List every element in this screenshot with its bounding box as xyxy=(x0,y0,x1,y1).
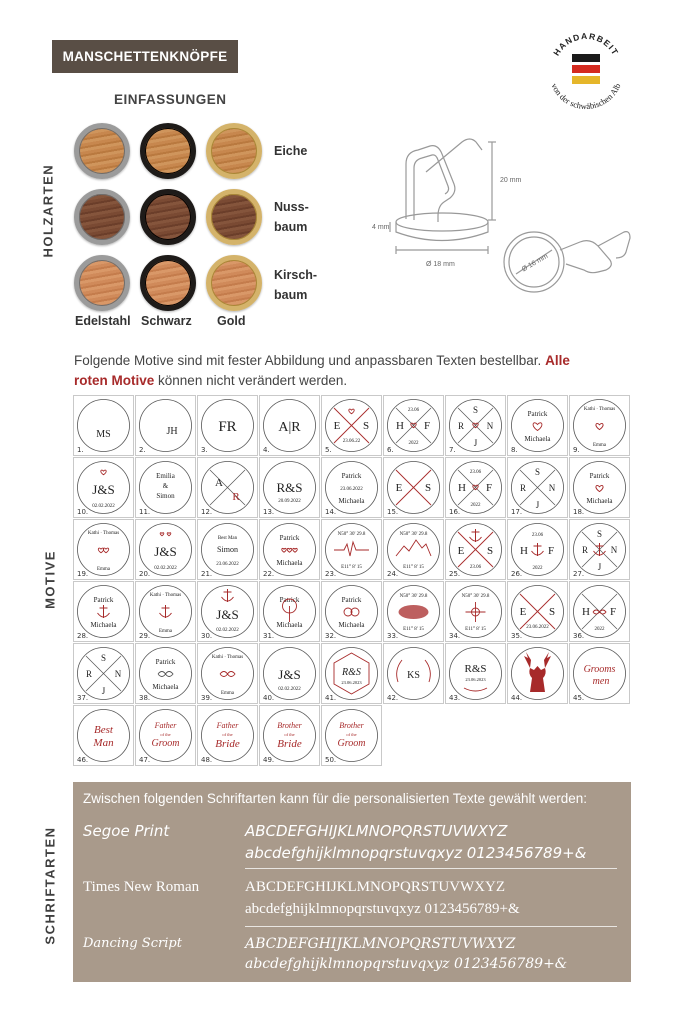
motive-number: 13. xyxy=(263,508,275,516)
motive-text: F xyxy=(609,606,617,618)
motive-text: Best xyxy=(94,724,113,736)
motive-text: H xyxy=(582,606,590,618)
motive-number: 30. xyxy=(201,632,213,640)
motive-text: H xyxy=(396,420,404,432)
motive-number: 18. xyxy=(573,508,585,516)
motive-number: 36. xyxy=(573,632,585,640)
motive-number: 20. xyxy=(139,570,151,578)
wood-label-kirschbaum: Kirsch- baum xyxy=(274,268,318,302)
motive-text: J xyxy=(473,438,478,448)
motive-cell xyxy=(259,643,320,704)
motive-cell xyxy=(445,581,506,642)
motive-cell xyxy=(73,457,134,518)
motive-number: 22. xyxy=(263,570,275,578)
motive-number: 49. xyxy=(263,756,275,764)
motive-cell xyxy=(197,395,258,456)
motive-text: R xyxy=(85,669,93,679)
motive-text: N50° 30' 29.8 xyxy=(399,532,428,537)
motive-number: 8. xyxy=(511,446,518,454)
motive-cell xyxy=(197,705,258,766)
motive-text: E xyxy=(333,420,341,432)
swatch-edelstahl-nussbaum xyxy=(74,189,130,245)
motive-text: Simon xyxy=(156,492,175,500)
motive-number: 47. xyxy=(139,756,151,764)
font-sample-upper: ABCDEFGHIJKLMNOPQRSTUVWXYZ xyxy=(245,822,508,840)
motive-number: 41. xyxy=(325,694,337,702)
motive-cell xyxy=(445,395,506,456)
svg-text:HANDARBEIT: HANDARBEIT xyxy=(551,30,621,58)
motive-text: E11° 8' 15 xyxy=(341,565,362,570)
motive-text: 02.02.2022 xyxy=(216,628,239,633)
font-sample-lower: abcdefghijklmnopqrstuvqxyz 0123456789+& xyxy=(245,844,587,862)
motive-cell xyxy=(135,643,196,704)
motive-text: Father xyxy=(216,721,239,730)
motive-number: 5. xyxy=(325,446,332,454)
motive-cell xyxy=(507,581,568,642)
motive-cell xyxy=(383,457,444,518)
motive-cell xyxy=(73,705,134,766)
motive-number: 4. xyxy=(263,446,270,454)
motive-number: 9. xyxy=(573,446,580,454)
motive-cell xyxy=(445,643,506,704)
font-sample-lower: abcdefghijklmnopqrstuvqxyz 0123456789+& xyxy=(245,956,568,972)
motive-text: Bride xyxy=(215,738,240,750)
motive-text: Kathi · Thomas xyxy=(87,531,120,536)
motive-text: Brother xyxy=(339,721,364,730)
motive-cell xyxy=(135,457,196,518)
motive-cell xyxy=(383,643,444,704)
motive-number: 46. xyxy=(77,756,89,764)
side-label-schriftarten: SCHRIFTARTEN xyxy=(42,826,58,945)
svg-text:Ø 16 mm: Ø 16 mm xyxy=(520,252,550,274)
motive-text: Simon xyxy=(217,545,238,554)
motive-cell xyxy=(383,395,444,456)
svg-text:20 mm: 20 mm xyxy=(500,177,522,184)
motive-text: Kathi · Thomas xyxy=(149,593,182,598)
swatch-schwarz-kirschbaum xyxy=(140,255,196,311)
motive-text: of the xyxy=(160,732,171,737)
motive-text: S xyxy=(486,545,494,557)
motive-text: Best Man xyxy=(217,536,238,541)
font-separator xyxy=(245,926,617,927)
motive-text: R&S xyxy=(276,480,303,495)
motive-number: 12. xyxy=(201,508,213,516)
motive-cell xyxy=(135,519,196,580)
motive-number: 11. xyxy=(139,508,151,516)
wood-label-eiche: Eiche xyxy=(274,144,308,158)
motive-text: of the xyxy=(284,732,295,737)
motive-text: 02.02.2022 xyxy=(92,504,115,509)
motive-text: S xyxy=(424,482,432,494)
motive-text: Man xyxy=(93,737,114,749)
font-name: Times New Roman xyxy=(83,879,200,895)
einfassungen-heading: EINFASSUNGEN xyxy=(114,92,227,107)
motive-text: S xyxy=(472,405,479,415)
motive-number: 50. xyxy=(325,756,337,764)
motive-text: Michaela xyxy=(524,435,551,443)
motive-cell xyxy=(321,581,382,642)
motive-cell xyxy=(569,395,630,456)
motive-cell xyxy=(321,395,382,456)
swatch-gold-kirschbaum xyxy=(206,255,262,311)
svg-text:A|R: A|R xyxy=(278,420,301,435)
motive-cell xyxy=(445,519,506,580)
motive-number: 42. xyxy=(387,694,399,702)
swatch-edelstahl-kirschbaum xyxy=(74,255,130,311)
motive-intro: Folgende Motive sind mit fester Abbildung und anpassbaren Texten bestellbar. Alle roten Motive können nicht verändert werden. xyxy=(74,353,570,388)
motive-text: S xyxy=(548,606,556,618)
swatch-edelstahl-eiche xyxy=(74,123,130,179)
motive-number: 25. xyxy=(449,570,461,578)
motive-text: Michaela xyxy=(90,621,117,629)
motive-cell xyxy=(73,581,134,642)
motive-cell xyxy=(507,643,568,704)
flag-black-stripe xyxy=(572,54,600,62)
motive-text: 23.06.2023 xyxy=(341,680,362,685)
motive-cell xyxy=(445,457,506,518)
motive-text: Patrick xyxy=(279,596,300,604)
motive-text: J&S xyxy=(216,607,239,622)
motive-text: J&S xyxy=(278,667,301,682)
motive-number: 48. xyxy=(201,756,213,764)
motive-number: 10. xyxy=(77,508,89,516)
motive-text: H xyxy=(458,482,466,494)
motive-text: JH xyxy=(166,426,178,437)
motive-text: A xyxy=(215,477,223,489)
page-title: MANSCHETTENKNÖPFE xyxy=(52,40,238,73)
motive-number: 45. xyxy=(573,694,585,702)
motive-cell xyxy=(569,643,630,704)
motive-cell xyxy=(321,519,382,580)
motive-text: N xyxy=(114,669,122,679)
motive-text: Patrick xyxy=(341,596,362,604)
motive-text: S xyxy=(596,529,603,539)
motive-number: 31. xyxy=(263,632,275,640)
motive-text: E xyxy=(395,482,403,494)
motive-text: R&S xyxy=(342,667,361,678)
motive-text: Grooms xyxy=(583,664,616,675)
motive-text: Emma xyxy=(592,443,607,448)
motive-text: 02.02.2022 xyxy=(154,566,177,571)
motive-text: Emma xyxy=(220,691,235,696)
motive-text: Groom xyxy=(151,738,180,749)
motive-text: Emma xyxy=(96,567,111,572)
motive-cell xyxy=(197,457,258,518)
motive-number: 7. xyxy=(449,446,456,454)
motive-cell xyxy=(321,643,382,704)
motive-text: 23.06 xyxy=(469,470,482,475)
motive-number: 37. xyxy=(77,694,89,702)
motive-text: E11° 8' 15 xyxy=(465,627,486,632)
motive-cell xyxy=(73,519,134,580)
motive-text: Patrick xyxy=(279,534,300,542)
motive-text: J&S xyxy=(154,544,177,559)
motive-number: 1. xyxy=(77,446,84,454)
motive-number: 27. xyxy=(573,570,585,578)
motive-text: Emma xyxy=(158,629,173,634)
motive-text: Brother xyxy=(277,721,302,730)
motive-cell xyxy=(259,519,320,580)
motive-cell xyxy=(383,581,444,642)
motive-cell xyxy=(321,457,382,518)
fonts-heading: Zwischen folgenden Schriftarten kann für die personalisierten Texte gewählt werden: xyxy=(83,791,588,806)
motive-number: 14. xyxy=(325,508,337,516)
font-sample-upper: ABCDEFGHIJKLMNOPQRSTUVWXYZ xyxy=(245,936,516,952)
motive-text: 23.06 xyxy=(407,408,420,413)
motive-text: Michaela xyxy=(338,497,365,505)
motive-text: KS xyxy=(407,670,420,681)
motive-number: 38. xyxy=(139,694,151,702)
motive-text: S xyxy=(534,467,541,477)
motive-number: 6. xyxy=(387,446,394,454)
motive-number: 33. xyxy=(387,632,399,640)
font-sample-upper: ABCDEFGHIJKLMNOPQRSTUVWXYZ xyxy=(245,879,506,895)
motive-cell xyxy=(259,457,320,518)
motive-text: 23.06.2022 xyxy=(340,487,363,492)
motive-text: 23.06.2023 xyxy=(465,677,486,682)
motive-text: Kathi · Thomas xyxy=(583,407,616,412)
motive-cell xyxy=(259,705,320,766)
motive-cell xyxy=(197,581,258,642)
svg-text:Ø 18 mm: Ø 18 mm xyxy=(426,261,455,268)
cufflink-technical-drawing xyxy=(362,124,632,294)
motive-cell xyxy=(259,395,320,456)
swatch-schwarz-eiche xyxy=(140,123,196,179)
motive-text: Father xyxy=(154,721,177,730)
motive-number: 16. xyxy=(449,508,461,516)
motive-text: 23.06.2022 xyxy=(526,625,549,630)
motive-number: 39. xyxy=(201,694,213,702)
motive-text: Michaela xyxy=(276,621,303,629)
motive-number: 28. xyxy=(77,632,89,640)
motive-text: J xyxy=(535,500,540,510)
motive-text: R xyxy=(581,545,589,555)
motive-text: Michaela xyxy=(152,683,179,691)
motive-text: E11° 8' 15 xyxy=(403,565,424,570)
motive-cell xyxy=(259,581,320,642)
motive-text: N xyxy=(548,483,556,493)
motive-text: men xyxy=(592,676,610,687)
motive-text: R xyxy=(457,421,465,431)
motive-text: 02.02.2022 xyxy=(278,687,301,692)
swatch-schwarz-nussbaum xyxy=(140,189,196,245)
motive-cell xyxy=(135,395,196,456)
motive-cell xyxy=(197,519,258,580)
motive-text: Kathi · Thomas xyxy=(211,655,244,660)
motive-number: 23. xyxy=(325,570,337,578)
motive-text: E xyxy=(519,606,527,618)
motive-number: 35. xyxy=(511,632,523,640)
motive-text: F xyxy=(423,420,431,432)
motive-text: of the xyxy=(346,732,357,737)
side-label-motive: MOTIVE xyxy=(42,550,58,609)
motive-text: 2022 xyxy=(594,627,605,632)
motive-cell xyxy=(507,519,568,580)
motive-cell xyxy=(569,581,630,642)
motive-cell xyxy=(73,395,134,456)
motive-cell xyxy=(507,395,568,456)
motive-text: FR xyxy=(218,419,237,435)
motive-number: 40. xyxy=(263,694,275,702)
handarbeit-seal xyxy=(545,22,627,122)
motive-text: Emilia xyxy=(156,472,175,480)
motive-text: of the xyxy=(222,732,233,737)
motive-text: Michaela xyxy=(586,497,613,505)
motive-text: H xyxy=(520,545,528,557)
motive-number: 34. xyxy=(449,632,461,640)
motive-text: F xyxy=(547,545,555,557)
motive-text: F xyxy=(485,482,493,494)
motive-number: 26. xyxy=(511,570,523,578)
motive-text: 23.06 xyxy=(531,533,544,538)
motive-text: 2022 xyxy=(532,566,543,571)
motive-cell xyxy=(197,643,258,704)
motive-text: Patrick xyxy=(93,596,114,604)
motive-text: 23.06.22 xyxy=(342,439,361,444)
motive-text: 2022 xyxy=(470,503,481,508)
motive-cell xyxy=(73,643,134,704)
motive-number: 43. xyxy=(449,694,461,702)
frame-label-edelstahl: Edelstahl xyxy=(75,314,131,328)
motive-text: J&S xyxy=(92,482,115,497)
flag-red-stripe xyxy=(572,65,600,73)
motive-text: J xyxy=(597,562,602,572)
motive-text: R xyxy=(232,491,240,503)
motive-cell xyxy=(321,705,382,766)
swatch-gold-eiche xyxy=(206,123,262,179)
font-name: Segoe Print xyxy=(83,822,170,840)
motive-text: Groom xyxy=(337,738,366,749)
motive-number: 19. xyxy=(77,570,89,578)
frame-label-schwarz: Schwarz xyxy=(141,314,192,328)
motive-text: J xyxy=(101,686,106,696)
motive-cell xyxy=(383,519,444,580)
motive-text: N xyxy=(610,545,618,555)
wood-label-nussbaum: Nuss- baum xyxy=(274,200,309,234)
motive-text: Patrick xyxy=(589,472,610,480)
motive-cell xyxy=(507,457,568,518)
motive-number: 15. xyxy=(387,508,399,516)
motive-text: Patrick xyxy=(527,410,548,418)
motive-text: N50° 30' 29.8 xyxy=(399,594,428,599)
motive-number: 32. xyxy=(325,632,337,640)
motive-text: S xyxy=(100,653,107,663)
motive-text: S xyxy=(362,420,370,432)
motive-number: 24. xyxy=(387,570,399,578)
motive-text: N xyxy=(486,421,494,431)
motive-text: N50° 30' 29.8 xyxy=(461,594,490,599)
motive-text: R&S xyxy=(464,663,487,675)
motive-grid xyxy=(73,395,629,767)
motive-cell xyxy=(569,519,630,580)
font-sample-lower: abcdefghijklmnopqrstuvqxyz 0123456789+& xyxy=(245,901,520,917)
fonts-panel xyxy=(73,782,631,982)
motive-cell xyxy=(135,705,196,766)
motive-text: Michaela xyxy=(276,559,303,567)
motive-text: N50° 30' 29.8 xyxy=(337,532,366,537)
motive-text: 2022 xyxy=(408,441,419,446)
motive-number: 44. xyxy=(511,694,523,702)
motive-text: R xyxy=(519,483,527,493)
motive-number: 29. xyxy=(139,632,151,640)
side-label-holzarten: HOLZARTEN xyxy=(40,163,56,258)
motive-text: E xyxy=(457,545,465,557)
motive-text: & xyxy=(162,482,169,490)
motive-number: 3. xyxy=(201,446,208,454)
motive-number: 2. xyxy=(139,446,146,454)
motive-text: MS xyxy=(96,429,111,440)
frame-label-gold: Gold xyxy=(217,314,246,328)
font-name: Dancing Script xyxy=(83,936,182,951)
motive-text: 20.09.2022 xyxy=(278,499,301,504)
motive-cell xyxy=(569,457,630,518)
motive-number: 17. xyxy=(511,508,523,516)
motive-number: 21. xyxy=(201,570,213,578)
svg-text:4 mm: 4 mm xyxy=(372,224,390,231)
motive-text: Bride xyxy=(277,738,302,750)
motive-cell xyxy=(135,581,196,642)
motive-text: E11° 8' 15 xyxy=(403,627,424,632)
swatch-gold-nussbaum xyxy=(206,189,262,245)
svg-text:von der schwäbischen Alb: von der schwäbischen Alb xyxy=(549,81,623,112)
motive-text: Patrick xyxy=(155,658,176,666)
motive-text: 23.06.2022 xyxy=(216,562,239,567)
motive-text: 23.06 xyxy=(469,565,482,570)
motive-text: Patrick xyxy=(341,472,362,480)
flag-gold-stripe xyxy=(572,76,600,84)
motive-text: Michaela xyxy=(338,621,365,629)
font-separator xyxy=(245,868,617,869)
